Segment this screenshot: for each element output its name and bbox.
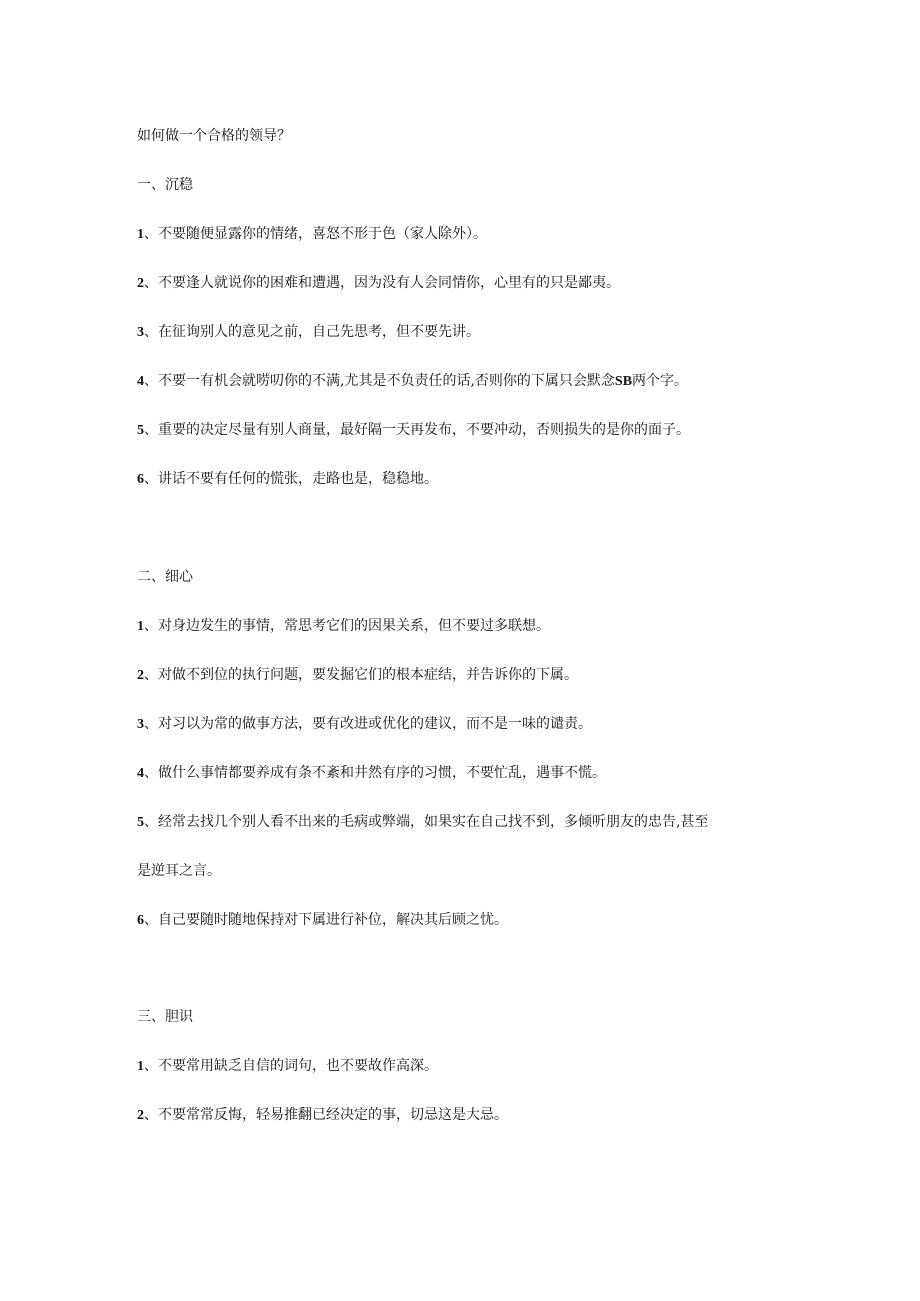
list-item xyxy=(137,764,797,783)
item-number: 2 xyxy=(137,1108,144,1123)
list-item xyxy=(137,666,797,685)
item-text-tail: 两个字。 xyxy=(632,373,689,389)
list-item xyxy=(137,715,797,734)
list-item xyxy=(137,1057,797,1076)
item-text: 、不要常常反悔，轻易推翻已经决定的事，切忌这是大忌。 xyxy=(144,1107,508,1123)
item-text: 、对身边发生的事情，常思考它们的因果关系，但不要过多联想。 xyxy=(144,618,550,634)
list-item xyxy=(137,617,797,636)
item-text: 、对做不到位的执行问题，要发掘它们的根本症结，并告诉你的下属。 xyxy=(144,667,578,683)
item-number: 2 xyxy=(137,276,144,291)
list-item xyxy=(137,323,797,342)
item-text: 、经常去找几个别人看不出来的毛病或弊端，如果实在自己找不到，多倾听朋友的忠告,甚至 xyxy=(144,814,709,830)
item-text: 、不要随便显露你的情绪，喜怒不形于色（家人除外）。 xyxy=(144,226,487,242)
item-text: 、讲话不要有任何的慌张，走路也是，稳稳地。 xyxy=(144,471,438,487)
item-number: 4 xyxy=(137,374,144,389)
item-number: 2 xyxy=(137,668,144,683)
item-number: 6 xyxy=(137,913,144,928)
item-number: 3 xyxy=(137,325,144,340)
item-number: 3 xyxy=(137,717,144,732)
item-number: 5 xyxy=(137,815,144,830)
list-item xyxy=(137,1106,797,1125)
document-title: 如何做一个合格的领导？ xyxy=(137,128,291,144)
item-text: 、不要常用缺乏自信的词句，也不要故作高深。 xyxy=(144,1058,438,1074)
list-item xyxy=(137,274,797,293)
item-number: 5 xyxy=(137,423,144,438)
item-number: 4 xyxy=(137,766,144,781)
section-heading: 三、胆识 xyxy=(137,1009,193,1025)
item-text: 、不要一有机会就唠叨你的不满,尤其是不负责任的话,否则你的下属只会默念 xyxy=(144,373,615,389)
list-item xyxy=(137,470,797,489)
item-text: 、重要的决定尽量有别人商量，最好隔一天再发布，不要冲动，否则损失的是你的面子。 xyxy=(144,422,690,438)
item-number: 1 xyxy=(137,227,144,242)
item-text: 、在征询别人的意见之前，自己先思考，但不要先讲。 xyxy=(144,324,480,340)
section-heading: 二、细心 xyxy=(137,569,193,585)
list-item xyxy=(137,372,797,391)
list-item-continuation: 是逆耳之言。 xyxy=(137,863,221,879)
item-number: 6 xyxy=(137,472,144,487)
item-text: 、做什么事情都要养成有条不紊和井然有序的习惯，不要忙乱，遇事不慌。 xyxy=(144,765,606,781)
list-item xyxy=(137,813,797,832)
item-text: 、自己要随时随地保持对下属进行补位，解决其后顾之忧。 xyxy=(144,912,508,928)
item-number: 1 xyxy=(137,619,144,634)
list-item xyxy=(137,421,797,440)
item-number: 1 xyxy=(137,1059,144,1074)
item-text: 、不要逢人就说你的困难和遭遇，因为没有人会同情你，心里有的只是鄙夷。 xyxy=(144,275,620,291)
item-bold-term: SB xyxy=(614,374,633,389)
list-item xyxy=(137,911,797,930)
section-heading: 一、沉稳 xyxy=(137,177,193,193)
item-text: 、对习以为常的做事方法，要有改进或优化的建议，而不是一味的谴责。 xyxy=(144,716,592,732)
list-item xyxy=(137,225,797,244)
